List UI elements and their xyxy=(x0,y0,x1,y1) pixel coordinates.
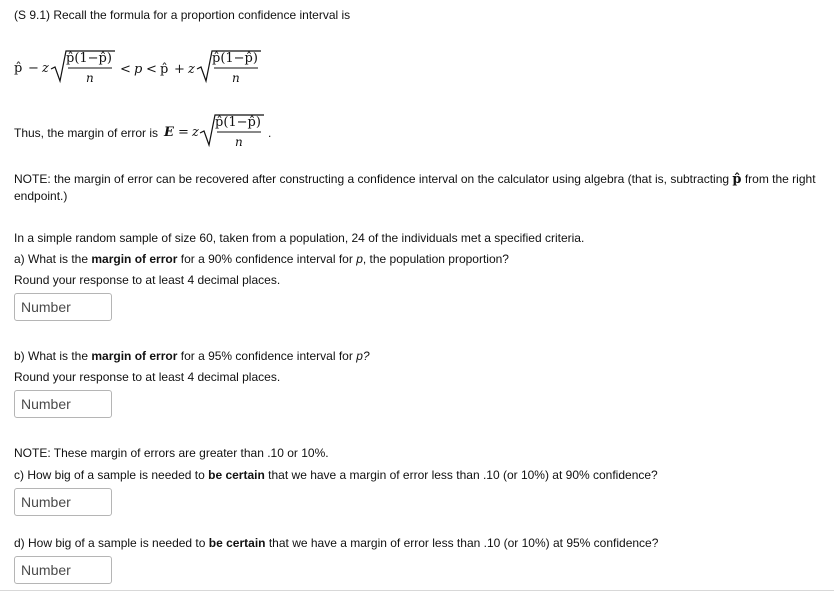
question-d-pre: d) How big of a sample is needed to xyxy=(14,536,206,550)
page-bottom-divider xyxy=(0,590,834,591)
question-d-bold: be certain xyxy=(208,536,266,550)
formula-z-2: z xyxy=(188,62,195,77)
formula-p-hat-2: p̂ xyxy=(160,62,169,77)
question-a-pre: a) What is the xyxy=(14,252,89,266)
margin-period: . xyxy=(268,126,272,140)
formula-denominator: n xyxy=(86,71,94,85)
question-a xyxy=(14,252,509,266)
question-b-bold: margin of error xyxy=(91,349,178,363)
answer-b-input[interactable] xyxy=(14,390,112,418)
answer-a-input[interactable] xyxy=(14,293,112,321)
question-a-mid: for a 90% confidence interval for xyxy=(180,252,353,266)
question-c-post: that we have a margin of error less than .10 (or 10%) at 90% confidence? xyxy=(268,468,658,482)
note-2: NOTE: These margin of errors are greater than .10 or 10%. xyxy=(14,446,329,460)
formula-numerator-2: p̂(1−p̂) xyxy=(212,51,258,66)
formula-denominator-2: n xyxy=(232,71,240,85)
question-a-var: p xyxy=(356,252,363,266)
question-d-post: that we have a margin of error less than .10 (or 10%) at 95% confidence? xyxy=(268,536,659,550)
formula-numerator: p̂(1−p̂) xyxy=(66,51,112,66)
formula-minus: − xyxy=(28,61,39,76)
question-a-post: , the population proportion? xyxy=(362,252,509,266)
problem-intro: In a simple random sample of size 60, taken from a population, 24 of the individuals met a specified criteria. xyxy=(14,231,585,245)
margin-E: E xyxy=(164,125,174,140)
formula-p-hat: p̂ xyxy=(14,61,23,76)
question-c-bold: be certain xyxy=(208,468,265,482)
note-p-hat: p̂ xyxy=(732,172,742,187)
note-text-b: from the right endpoint.) xyxy=(14,172,816,203)
margin-numerator: p̂(1−p̂) xyxy=(215,115,261,130)
note-text-a: NOTE: the margin of error can be recovered after constructing a confidence interval on the calculator using algebra (that is, subtracting xyxy=(14,172,730,186)
question-a-round: Round your response to at least 4 decimal places. xyxy=(14,273,281,287)
margin-z: z xyxy=(192,125,199,140)
question-a-bold: margin of error xyxy=(91,252,178,266)
question-d xyxy=(14,536,658,550)
margin-denominator: n xyxy=(235,135,243,149)
question-b-pre: b) What is the xyxy=(14,349,89,363)
formula-z: z xyxy=(42,61,49,76)
question-c-pre: c) How big of a sample is needed to xyxy=(14,468,205,482)
question-b xyxy=(14,349,370,363)
question-b-mid: for a 95% confidence interval for xyxy=(180,349,353,363)
question-b-var: p? xyxy=(356,349,370,363)
margin-equals: = xyxy=(178,125,189,140)
question-b-round: Round your response to at least 4 decimal places. xyxy=(14,370,281,384)
answer-c-input[interactable] xyxy=(14,488,112,516)
formula-lt-2: < xyxy=(146,62,157,77)
question-c xyxy=(14,468,658,482)
formula-p: p xyxy=(134,62,143,77)
margin-prefix: Thus, the margin of error is xyxy=(14,126,159,140)
answer-d-input[interactable] xyxy=(14,556,112,584)
problem-header: (S 9.1) Recall the formula for a proportion confidence interval is xyxy=(14,8,351,22)
formula-plus: + xyxy=(174,62,185,77)
note-paragraph xyxy=(14,171,820,204)
formula-lt-1: < xyxy=(120,62,131,77)
